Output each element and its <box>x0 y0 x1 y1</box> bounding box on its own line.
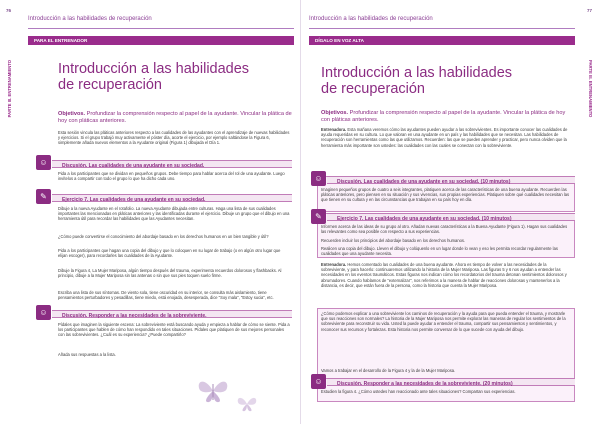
side-tab-label: PARTE III. ENTRENAMIENTO <box>588 60 593 118</box>
page-title <box>58 62 294 93</box>
discussion-text: Pida a los participantes que se dividan en pequeños grupos. Debe tiempo para hablar acerca del rol de una ayudante. Luego invítelos a compartir con todo el grupo lo que ha dicho cada uno. <box>58 171 285 182</box>
closing-text: Añada sus respuestas a la lista. <box>58 352 116 357</box>
page-title <box>321 66 571 97</box>
section-bar: PARA EL ENTRENADOR <box>28 36 294 45</box>
discussion-title: Discusión. Las cualidades de una ayudante en su sociedad. (10 minutos) <box>337 178 511 185</box>
exercise-text: Informen acerca de las ideas de su grupo al otro. Añadan nuevas características a la Buena Ayudante (Figura 1). Hagan sus cualidades las relevantes como sea posible con respecto a sus experiencias. <box>321 224 568 235</box>
divider <box>28 28 294 29</box>
butterfly-paragraph-2: Escriba una lista de sus síntomas. De viento sola, tiene oscuridad en su interior, se consulta más aislamiento, tiene pensamientos perturbadores y pesadillas, tiene miedo, está enojada, desesperada, dice "Soy mala", "Estoy sucia", etc. <box>58 290 274 301</box>
exercise-paragraph-1: Dibuje a la nueva Ayudante en el rotafolio. La nueva Ayudante dibujada entre culturas. Haga una lista de sus cualidades importantes las mencionadas en pláticas anteriores y las identificadas durante el ejercicio. Dibuje un grupo que el dibujo en una herramienta útil para recordar las habilidades que las Ayudantes necesitan. <box>58 206 290 222</box>
needs-header <box>327 378 575 386</box>
running-head: Introducción a las habilidades de recuperación <box>28 16 152 22</box>
people-group-icon: ☺ <box>311 171 326 186</box>
explanation-text: ¿Cómo podemos explicar a una sobreviviente los caminos de recuperación y la ayuda para que pueda entender el trauma, y mostrarle que sus reacciones son normales? La historia de la Mujer Mariposa nos permite explorar las maneras de regular los sentimientos de la sobreviviente para reconstruir su vida. Usted la puede ayudar a entender el trauma, compartir sus pensamientos y sentimientos, y reconocer sus recursos y fortalezas. Esta historia nos permite conversar de lo que sucede con ayuda del dibujo. <box>321 311 566 332</box>
exercise-paragraph-3: Realicen una copia del dibujo. Lleven el dibujo y colóquenlo en un lugar donde lo vean y eso les permita recordar regularmente las cualidades que una ayudante necesita. <box>321 246 558 257</box>
title-line-2: de recuperación <box>58 76 162 93</box>
side-tab-label: PARTE III. ENTRENAMIENTO <box>7 60 12 118</box>
side-tab <box>4 60 18 210</box>
objective-label: Objetivos. <box>321 110 349 116</box>
title-line-1: Introducción a las habilidades <box>58 61 250 77</box>
pencil-hand-icon: ✎ <box>36 189 51 204</box>
trainer-label: Entrenadora. <box>321 127 347 132</box>
divider <box>309 28 575 29</box>
section-bar: DÍGALO EN VOZ ALTA <box>309 36 575 45</box>
objective <box>321 110 571 124</box>
right-page <box>300 0 600 424</box>
objective <box>58 111 292 125</box>
discussion-header <box>327 176 575 184</box>
exercise-title: Ejercicio 7. Las cualidades de una ayudante en su sociedad. <box>62 196 206 203</box>
discussion-text: Imaginen pequeños grupos de cuatro a seis integrantes, platiquen acerca de las características de una buena ayudante. Recuerden las pláticas anteriores, pero piensen en su situación y sus vivencias, sus propias experiencias. Platiquen sobre qué cualidades necesitan las que tienen en su cultura y en las circunstancias que trabajan en su país hoy en día. <box>321 187 570 203</box>
objective-text: Profundizar la comprensión respecto al papel de la ayudante. Vincular la plática de hoy con pláticas anteriores. <box>321 110 566 123</box>
page-number: 77 <box>587 8 593 13</box>
side-tab <box>585 60 599 210</box>
page-number: 76 <box>6 8 12 13</box>
pencil-hand-icon: ✎ <box>311 209 326 224</box>
objective-text: Profundizar la comprensión respecto al papel de la ayudante. Vincular la plática de hoy con pláticas anteriores. <box>58 111 292 124</box>
needs-title: Discusión. Responder a las necesidades de la sobreviviente. (20 minutos) <box>337 380 513 387</box>
exercise-header <box>52 194 292 202</box>
trainer-paragraph <box>321 127 571 148</box>
needs-header <box>52 310 292 318</box>
discussion-header <box>52 160 292 168</box>
people-group-icon: ☺ <box>36 305 51 320</box>
trainer-text: Esta mañana veremos cómo las ayudantes pueden ayudar a las sobrevivientes. Es importante conocer las cualidades de ayuda requeridas en su cultura. Lo que valoran en una ayudante en un país y las habilidades que se necesitan. Las habilidades de recuperación son herramientas como las que utilizamos. Recuerden: las que se pueden aprender y practicar, pero nunca olviden que la herramienta más importante son ustedes: las cualidades con las cuales se conectan con la sobreviviente. <box>321 127 568 148</box>
needs-title: Discusión. Responder a las necesidades de la sobreviviente. <box>62 312 207 319</box>
discussion-title: Discusión. Las cualidades de una ayudante en su sociedad. <box>62 162 205 169</box>
exercise-paragraph-2: Recuerden incluir los principios del abordaje basado en los derechos humanos. <box>321 238 466 243</box>
title-line-2: de recuperación <box>321 80 425 97</box>
butterfly-paragraph-1: Dibuje la Figura 4, La Mujer Mariposa, algún tiempo después del trauma, experimenta recuerdos dolorosos y flashbacks. Al principio, dibuje a la Mujer Mariposa sin las antenas o sin que sus pies toquen suelo firme. <box>58 268 282 279</box>
trainer-text: Hemos comentado las cualidades de una buena ayudante. Ahora es tiempo de volver a las necesidades de la sobreviviente, y para hacerlo: continuaremos utilizando la historia de la Mujer Mariposa. Las figuras 5 y 6 nos ayudan a entender las necesidades en los eventos traumáticos. Estas figuras nos indican cómo los recordatorios del trauma detonan sentimientos dolorosos y abrumadores. Cuando hablamos de "externalizar", nos referimos a la manera de hablar de reacciones dolorosas y mantenerlos a la distancia, es decir, que están fuera de la persona, como la historia que cuenta la Mujer Mariposa. <box>321 262 567 288</box>
butterfly-icon <box>196 376 230 406</box>
objective-label: Objetivos. <box>58 111 86 117</box>
people-group-icon: ☺ <box>311 374 326 389</box>
running-head: Introducción a las habilidades de recuperación <box>309 16 433 22</box>
exercise-paragraph-3: Pida a los participantes que hagan una copia del dibujo y que lo coloquen en su lugar de trabajo (o en algún otro lugar que elijan escoger), para recordarles las cualidades de la Ayudante. <box>58 248 281 259</box>
trainer-paragraph-2 <box>321 262 571 288</box>
trainer-label: Entrenadora. <box>321 262 347 267</box>
needs-text: Estudien la figura 4. ¿Cómo ustedes han reaccionado ante tales situaciones? Compartan sus experiencias. <box>321 389 516 394</box>
title-line-1: Introducción a las habilidades <box>321 65 513 81</box>
exercise-header <box>327 213 575 221</box>
butterfly-icon <box>236 394 258 414</box>
exercise-title: Ejercicio 7. Las cualidades de una ayudante en su sociedad. (10 minutos) <box>337 215 512 222</box>
exercise-paragraph-2: ¿Cómo puede convertirse el conocimiento del abordaje basado en los derechos humanos en un bien tangible y útil? <box>58 234 269 239</box>
needs-text: Pídales que imaginen la siguiente escena: La sobreviviente está buscando ayuda y empieza a hablar de cómo se siente. Pida a los participantes que hablen de cómo han respondido en tales situaciones. Pídales que platiquen de sus mejores personales con las sobrevivientes. ¿Cuál es su experiencia? ¿Puede compartirlo? <box>58 322 290 338</box>
intro-paragraph: Esta sesión vincula las pláticas anteriores respecto a las cualidades de las ayudantes con el aprendizaje de nuevas habilidades y ejercicios. Si el grupo trabajó muy activamente el póster día, acorte el ejercicio, por ejemplo saltándose la Figura 6, simplemente añada nuevos elementos a la Ayudante original (Figura 1) dibujada el Día 1. <box>58 130 290 146</box>
people-group-icon: ☺ <box>36 155 51 170</box>
figure-reference: Vamos a trabajar en el desarrollo de la Figura 4 y la de la Mujer Mariposa. <box>321 368 456 373</box>
